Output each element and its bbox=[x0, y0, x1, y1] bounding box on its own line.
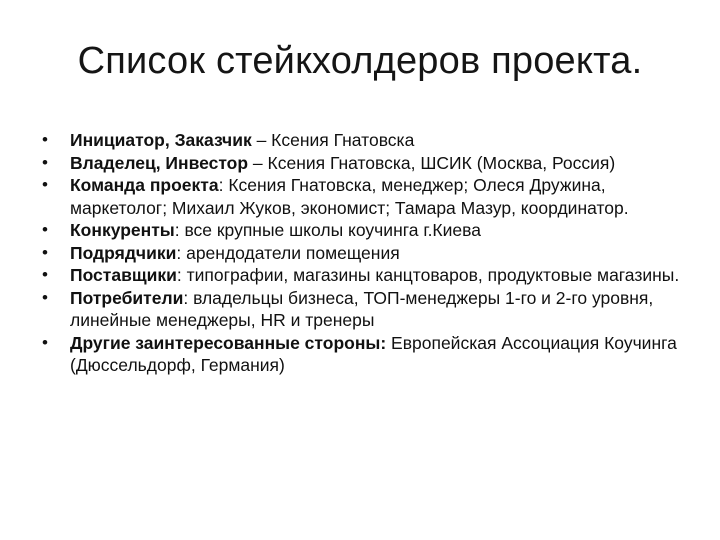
bullet-icon: • bbox=[42, 265, 48, 284]
list-item bbox=[42, 242, 682, 265]
stakeholder-role: Инициатор, Заказчик bbox=[70, 130, 252, 150]
stakeholder-details: – Ксения Гнатовска, ШСИК (Москва, Россия) bbox=[248, 152, 616, 173]
stakeholder-details: Европейская Ассоциация Коучинга (Дюссельдорф, Германия) bbox=[70, 332, 677, 375]
bullet-icon: • bbox=[42, 220, 48, 239]
stakeholder-details: : Ксения Гнатовска, менеджер; Олеся Дружина, маркетолог; Михаил Жуков, экономист; Тамара Мазур, координатор. bbox=[70, 175, 629, 218]
slide-title: Список стейкхолдеров проекта. bbox=[77, 40, 643, 82]
bullet-icon: • bbox=[42, 152, 48, 172]
list-item bbox=[42, 264, 682, 287]
bullet-icon: • bbox=[42, 287, 48, 307]
bullet-icon: • bbox=[42, 130, 48, 149]
list-item bbox=[42, 332, 682, 377]
stakeholder-details: – Ксения Гнатовска bbox=[251, 130, 415, 150]
stakeholder-role: Конкуренты bbox=[70, 220, 175, 240]
stakeholder-role: Потребители bbox=[70, 287, 184, 308]
stakeholder-role: Подрядчики bbox=[70, 242, 177, 263]
list-item bbox=[42, 287, 682, 332]
stakeholder-list bbox=[42, 129, 682, 377]
list-item bbox=[42, 152, 682, 175]
stakeholder-details: : типографии, магазины канцтоваров, продуктовые магазины. bbox=[176, 265, 680, 285]
stakeholder-details: : арендодатели помещения bbox=[176, 242, 400, 263]
stakeholder-role: Владелец, Инвестор bbox=[70, 152, 249, 173]
bullet-icon: • bbox=[42, 242, 48, 262]
stakeholder-role: Поставщики bbox=[70, 265, 177, 285]
list-item bbox=[42, 174, 682, 219]
stakeholder-details: : все крупные школы коучинга г.Киева bbox=[174, 220, 481, 240]
list-item bbox=[42, 219, 682, 242]
list-item bbox=[42, 129, 682, 152]
stakeholder-role: Другие заинтересованные стороны: bbox=[70, 332, 387, 353]
bullet-icon: • bbox=[42, 175, 48, 194]
stakeholder-details: : владельцы бизнеса, ТОП-менеджеры 1-го и 2-го уровня, линейные менеджеры, HR и тренеры bbox=[70, 287, 654, 330]
bullet-icon: • bbox=[42, 332, 48, 352]
stakeholder-role: Команда проекта bbox=[70, 175, 219, 195]
